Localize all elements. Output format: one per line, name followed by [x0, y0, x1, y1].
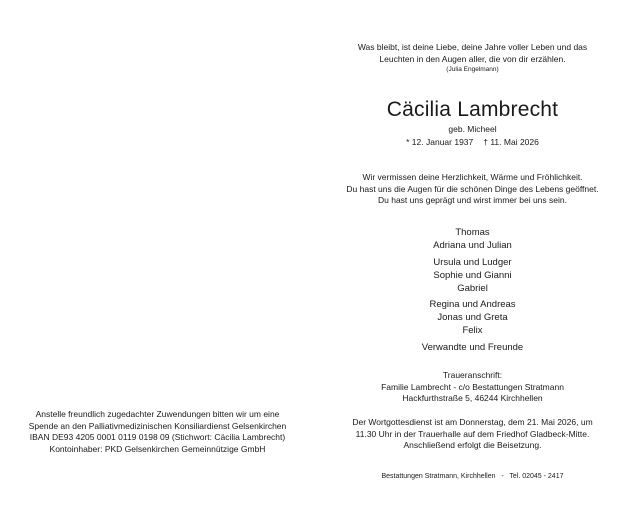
tribute-text: [315, 172, 630, 207]
address-line: Traueranschrift:: [442, 370, 503, 380]
service-line: 11.30 Uhr in der Trauerhalle auf dem Friedhof Gladbeck-Mitte.: [355, 428, 590, 439]
donation-notice: [0, 409, 315, 455]
address-line: Familie Lambrecht - c/o Bestattungen Stratmann: [381, 381, 564, 392]
deceased-name: Cäcilia Lambrecht: [386, 98, 559, 121]
service-line: Der Wortgottesdienst ist am Donnerstag, dem 21. Mai 2026, um: [352, 417, 593, 427]
family-group-1: [315, 226, 630, 252]
donation-line: Kontoinhaber: PKD Gelsenkirchen Gemeinnützige GmbH: [49, 443, 266, 454]
donation-line: Spende an den Palliativmedizinischen Konsiliardienst Gelsenkirchen: [28, 420, 287, 431]
mourner-name: Regina und Andreas: [429, 299, 516, 310]
family-group-3: [315, 298, 630, 337]
mourner-name: Adriana und Julian: [433, 240, 512, 251]
quote-author: (Julia Engelmann): [446, 66, 499, 73]
tribute-line: Wir vermissen deine Herzlichkeit, Wärme und Fröhlichkeit.: [362, 172, 583, 182]
quote-line: Leuchten in den Augen aller, die von dir erzählen.: [379, 53, 566, 64]
birth-date: * 12. Januar 1937: [406, 137, 474, 147]
mourner-name: Felix: [462, 325, 483, 336]
death-date: † 11. Mai 2026: [483, 137, 539, 147]
mourner-name: Thomas: [455, 227, 490, 238]
family-group-4: [315, 341, 630, 354]
quote: [315, 42, 630, 74]
mourner-name: Sophie und Gianni: [433, 270, 512, 281]
right-page: [315, 0, 630, 506]
mourner-name: Ursula und Ludger: [433, 257, 512, 268]
service-line: Anschließend erfolgt die Beisetzung.: [403, 440, 542, 450]
donation-line: Anstelle freundlich zugedachter Zuwendungen bitten wir um eine: [35, 409, 280, 419]
mourner-name: Jonas und Greta: [437, 312, 508, 323]
service-info: [315, 417, 630, 452]
funeral-home-footer: Bestattungen Stratmann, Kirchhellen - Tel. 02045 - 2417: [381, 473, 564, 480]
mourning-address: [315, 370, 630, 405]
mourner-name: Verwandte und Freunde: [421, 342, 524, 353]
mourner-name: Gabriel: [457, 283, 488, 294]
life-dates: [315, 137, 630, 149]
donation-line: IBAN DE93 4205 0001 0119 0198 09 (Stichwort: Cäcilia Lambrecht): [29, 432, 286, 442]
quote-line: Was bleibt, ist deine Liebe, deine Jahre voller Leben und das: [357, 42, 588, 52]
tribute-line: Du hast uns geprägt und wirst immer bei uns sein.: [378, 195, 567, 205]
tribute-line: Du hast uns die Augen für die schönen Dinge des Lebens geöffnet.: [346, 183, 599, 194]
address-line: Hackfurthstraße 5, 46244 Kirchhellen: [402, 393, 543, 403]
birth-name: geb. Micheel: [448, 124, 497, 134]
family-group-2: [315, 256, 630, 295]
